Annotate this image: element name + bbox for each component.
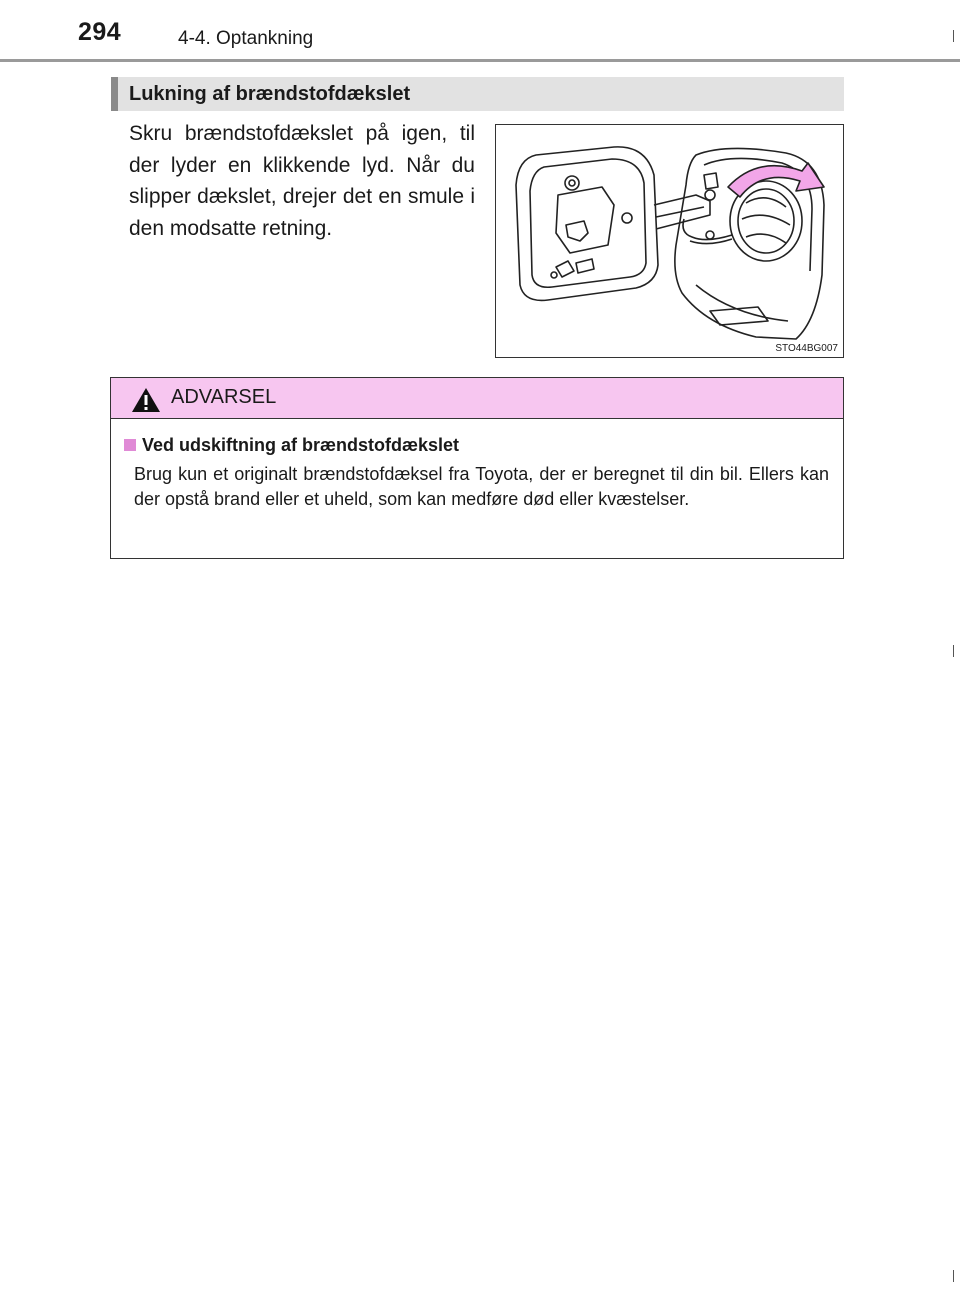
- section-heading: Lukning af brændstofdækslet: [111, 77, 844, 111]
- instruction-text: Skru brændstofdækslet på igen, til der lyder en klikkende lyd. Når du slipper dækslet, drejer det en smule i den modsatte retning.: [129, 122, 475, 240]
- figure-code: STO44BG007: [775, 343, 838, 354]
- warning-subheading: [124, 435, 459, 456]
- crop-mark-bottom: [953, 1270, 954, 1282]
- crop-mark-middle: [953, 645, 954, 657]
- crop-mark-top: [953, 30, 954, 42]
- fuel-cap-illustration: [495, 124, 844, 358]
- bullet-square-icon: [124, 439, 136, 451]
- warning-header: [111, 378, 843, 419]
- warning-triangle-icon: [131, 387, 161, 413]
- page-number: 294: [78, 18, 122, 46]
- cap-tether: [683, 219, 732, 240]
- warning-box: [110, 377, 844, 559]
- header-divider: [0, 59, 960, 62]
- warning-text: Brug kun et originalt brændstofdæksel fra Toyota, der er beregnet til din bil. Ellers kan der opstå brand eller et uheld, som kan medføre død eller kvæstelser.: [134, 464, 829, 509]
- warning-subheading-text: Ved udskiftning af brændstofdækslet: [142, 435, 460, 455]
- fuel-door-drawing: [496, 125, 843, 357]
- chapter-title: 4-4. Optankning: [178, 28, 314, 49]
- fuel-door-outline: [516, 147, 658, 301]
- warning-title: ADVARSEL: [171, 386, 277, 408]
